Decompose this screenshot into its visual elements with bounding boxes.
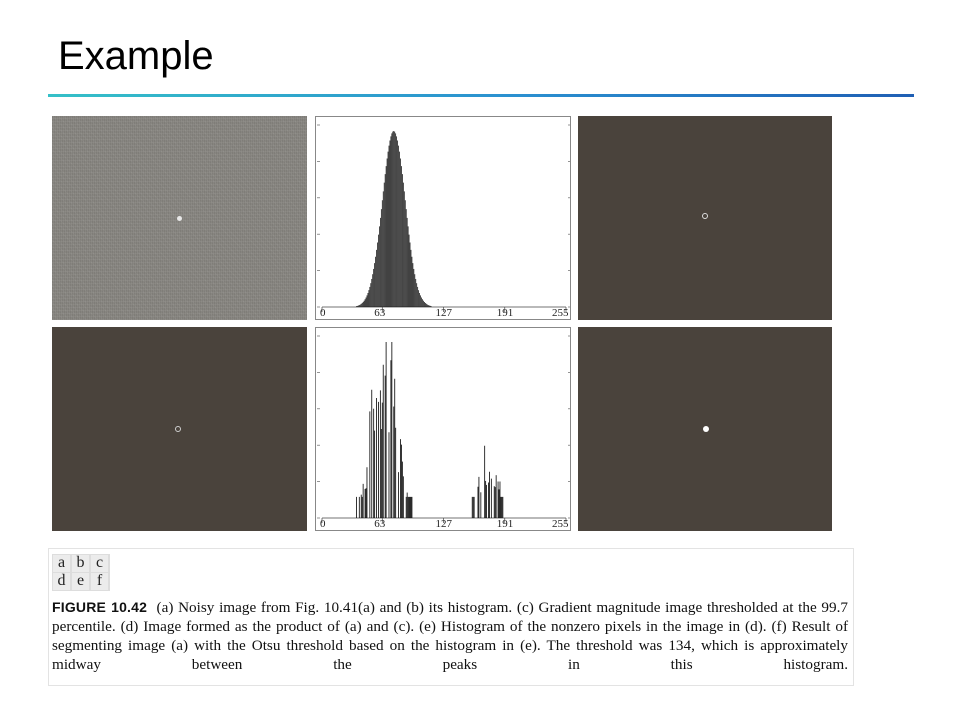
object-dot	[177, 216, 182, 221]
caption-text: (a) Noisy image from Fig. 10.41(a) and (b) its histogram. (c) Gradient magnitude image thresholded at the 99.7 percentile. (d) Image formed as the product of (a) and (c). (e) Histogram of the nonzero pixels in the image in (d). (f) Result of segmenting image (a) with the Otsu threshold based on the histogram in (e). The threshold was 134, which is approximately midway between the peaks in this histogram.	[52, 599, 848, 673]
label-b: b	[72, 555, 89, 572]
x-tick-label: 191	[496, 518, 514, 530]
panel-d-product-image	[52, 327, 307, 531]
figure-number: FIGURE 10.42	[52, 599, 148, 615]
x-tick-label: 127	[435, 307, 453, 319]
object-ring	[702, 213, 708, 219]
panel-e-histogram	[315, 327, 571, 531]
object-dot	[703, 426, 709, 432]
panel-a-noisy-image	[52, 116, 307, 320]
x-tick-label: 127	[435, 518, 453, 530]
x-tick-label: 63	[374, 518, 386, 530]
panel-b-histogram	[315, 116, 571, 320]
label-c: c	[91, 555, 108, 572]
x-tick-label: 63	[374, 307, 386, 319]
x-tick-label: 255	[552, 307, 569, 319]
x-tick-label: 191	[496, 307, 514, 319]
histogram-b-svg	[316, 117, 571, 320]
histogram-e-svg	[316, 328, 571, 531]
slide-title: Example	[58, 34, 214, 78]
label-d: d	[53, 573, 70, 590]
panel-c-gradient-image	[578, 116, 832, 320]
title-underline	[48, 94, 914, 97]
panel-f-segmented-image	[578, 327, 832, 531]
label-e: e	[72, 573, 89, 590]
label-a: a	[53, 555, 70, 572]
object-ring	[175, 426, 181, 432]
figure-caption	[52, 598, 848, 674]
x-tick-label: 255	[552, 518, 569, 530]
x-tick-label: 0	[320, 307, 326, 319]
x-tick-label: 0	[320, 518, 326, 530]
label-f: f	[91, 573, 108, 590]
panel-label-grid	[52, 554, 110, 591]
